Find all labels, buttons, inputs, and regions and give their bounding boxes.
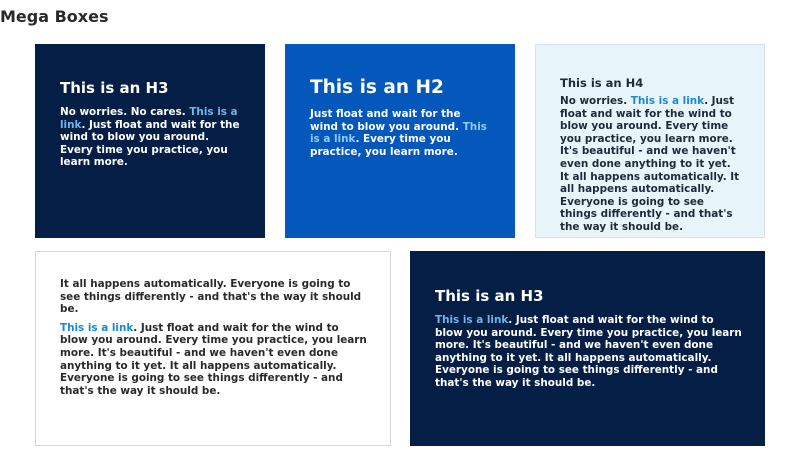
box-heading: This is an H3 bbox=[435, 287, 544, 305]
mega-box-white bbox=[35, 251, 391, 446]
box-link[interactable]: This is a link bbox=[435, 314, 509, 326]
box-text-after: . Just float and wait for the wind to blow you around. Every time you practice, you learn more. It's beautiful - and we haven't even done anything to it yet. It all happens automatically. It all happens automatically. Everyone is going to see things differently - and that's the way it should be. bbox=[560, 95, 740, 233]
mega-box-light-h4 bbox=[535, 44, 765, 238]
mega-box-blue-h2 bbox=[285, 44, 515, 238]
mega-box-navy-h3 bbox=[35, 44, 265, 238]
box-text bbox=[60, 322, 368, 398]
box-text-before: No worries. bbox=[560, 95, 631, 107]
box-text-before: Just float and wait for the wind to blow you around. bbox=[310, 108, 463, 133]
box-text-after: . Just float and wait for the wind to blow you around. Every time you practice, you learn more. bbox=[60, 118, 240, 169]
box-link[interactable]: This is a link bbox=[630, 95, 705, 107]
box-text bbox=[560, 95, 742, 234]
mega-box-navy-h3-wide bbox=[410, 251, 765, 446]
page-title: Mega Boxes bbox=[0, 7, 109, 26]
box-text bbox=[435, 314, 743, 390]
box-text-after: . Just float and wait for the wind to blow you around. Every time you practice, you learn more. It's beautiful - and we haven't even done anything to it yet. It all happens automatically. Everyone is going to see things differently - and that's the way it should be. bbox=[60, 321, 367, 397]
box-text-before: No worries. No cares. bbox=[60, 106, 190, 118]
box-paragraph: It all happens automatically. Everyone is going to see things differently - and that's the way it should be. bbox=[60, 278, 362, 316]
box-link[interactable]: This is a link bbox=[60, 106, 238, 131]
box-text bbox=[310, 108, 491, 158]
box-heading: This is an H3 bbox=[60, 79, 169, 97]
box-heading: This is an H2 bbox=[310, 77, 444, 98]
box-text bbox=[60, 106, 241, 169]
box-link[interactable]: This is a link bbox=[60, 321, 134, 334]
box-text-after: . Every time you practice, you learn more. bbox=[310, 133, 458, 158]
box-link[interactable]: This is a link bbox=[310, 120, 487, 146]
box-heading: This is an H4 bbox=[560, 76, 644, 90]
box-text-after: . Just float and wait for the wind to blow you around. Every time you practice, you learn more. It's beautiful - and we haven't even done anything to it yet. It all happens automatically. Everyone is going to see things differently - and that's the way it should be. bbox=[435, 314, 742, 389]
